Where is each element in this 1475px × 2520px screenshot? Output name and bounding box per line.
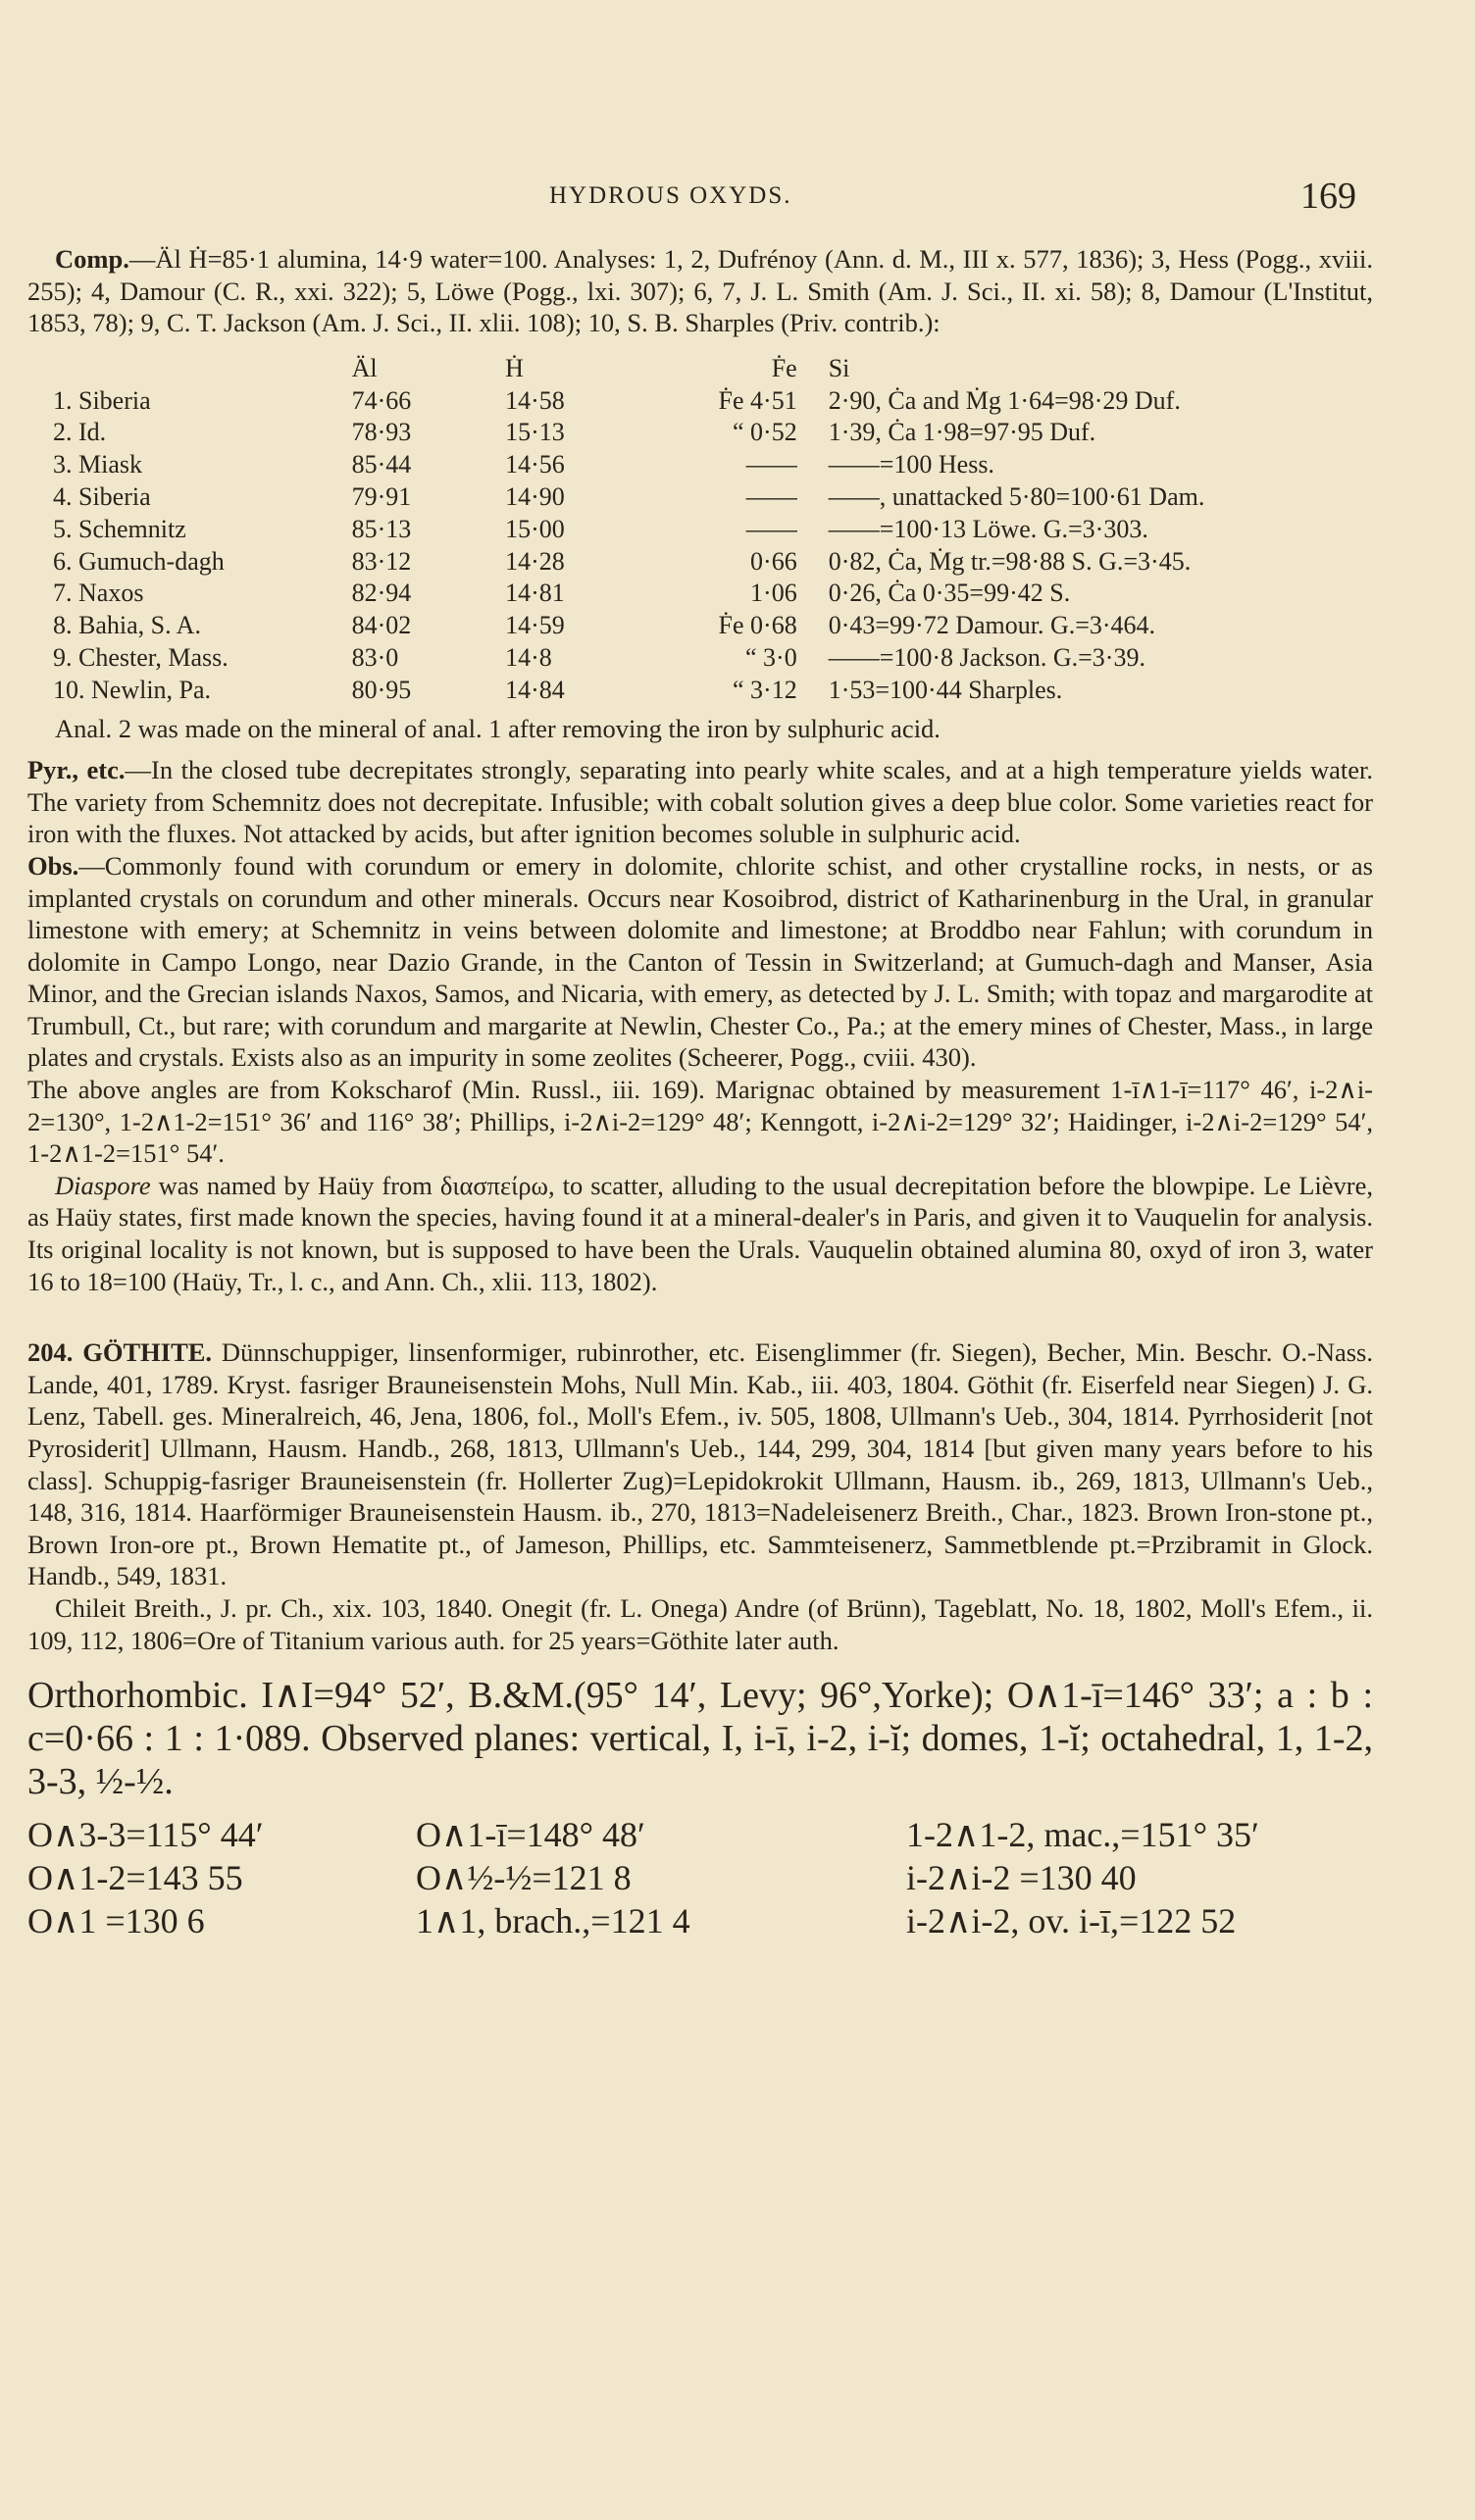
angles-table: [27, 1813, 1367, 1942]
table-cell: 78·93: [351, 418, 412, 447]
gothite-section: [27, 1336, 1373, 1942]
table-cell: 15·13: [505, 418, 565, 447]
table-cell: 79·91: [351, 481, 412, 511]
diaspore-text: was named by Haüy from διασπείρω, to scatter, alluding to the usual decrepitation before the blowpipe. Le Lièvre, as Haüy states, first made known the species, having found it at a mineral-dealer's in Paris, and given it to Vauquelin for analysis. Its original locality is not known, but is supposed to have been the Urals. Vauquelin obtained alumina 80, oxyd of iron 3, water 16 to 18=100 (Haüy, Tr., l. c., and Ann. Ch., xlii. 113, 1802).: [27, 1170, 1373, 1296]
table-cell: “ 3·0: [745, 642, 797, 672]
angle-cell: O∧3-3=115° 44′: [27, 1815, 264, 1855]
comp-text: —Äl Ḣ=85·1 alumina, 14·9 water=100. Analyses: 1, 2, Dufrénoy (Ann. d. M., III x. 577, 1836); 3, Hess (Pogg., xviii. 255); 4, Damour (C. R., xxi. 322); 5, Löwe (Pogg., lxi. 307); 6, 7, J. L. Smith (Am. J. Sci., II. xi. 58); 8, Damour (L'Institut, 1853, 78); 9, C. T. Jackson (Am. J. Sci., II. xlii. 108); 10, S. B. Sharples (Priv. contrib.):: [27, 244, 1373, 338]
obs-label: Obs.: [27, 850, 79, 881]
analyses-table: [47, 353, 1373, 707]
page-body: [27, 243, 1373, 1942]
table-cell: 2. Id.: [53, 418, 107, 447]
table-cell: 74·66: [351, 385, 412, 415]
table-cell: 14·28: [505, 546, 565, 576]
table-row: [47, 417, 1373, 449]
table-cell: 0·26, Ċa 0·35=99·42 S.: [828, 579, 1071, 608]
table-cell: 9. Chester, Mass.: [53, 642, 229, 672]
angle-row: [27, 1813, 1367, 1856]
table-cell: Ḟe 0·68: [718, 611, 797, 640]
table-cell: 14·84: [505, 675, 565, 704]
pyr-paragraph: [27, 754, 1373, 850]
chileit-paragraph: Chileit Breith., J. pr. Ch., xix. 103, 1840. Onegit (fr. L. Onega) Andre (of Brünn), Tageblatt, No. 18, 1802, Moll's Efem., ii. 109, 112, 1806=Ore of Titanium various auth. for 25 years=Göthite later auth.: [27, 1592, 1373, 1655]
table-row: [47, 578, 1373, 610]
table-cell: ——=100 Hess.: [828, 450, 994, 479]
table-row: [47, 675, 1373, 707]
angle-cell: i-2∧i-2, ov. i-ī,=122 52: [906, 1901, 1237, 1941]
table-cell: 4. Siberia: [53, 481, 151, 511]
table-cell: 1·06: [750, 579, 797, 608]
table-cell: 84·02: [351, 611, 412, 640]
page-number: 169: [1300, 176, 1356, 217]
crystallography-paragraph: Orthorhombic. I∧I=94° 52′, B.&M.(95° 14′, Levy; 96°,Yorke); O∧1-ī=146° 33′; a : b : c=0·66 : 1 : 1·089. Observed planes: vertical, I, i-ī, i-2, i-ĭ; domes, 1-ĭ; octahedral, 1, 1-2, 3-3, ½-½.: [27, 1675, 1373, 1803]
table-cell: 0·43=99·72 Damour. G.=3·464.: [828, 611, 1156, 640]
table-cell: 14·56: [505, 450, 565, 479]
table-row: [47, 610, 1373, 642]
header-cell: Ḟe: [771, 353, 797, 382]
diaspore-name: Diaspore: [55, 1170, 151, 1200]
table-row: [47, 385, 1373, 418]
table-cell: “ 3·12: [733, 675, 797, 704]
angle-cell: i-2∧i-2 =130 40: [906, 1858, 1137, 1898]
table-cell: 14·59: [505, 611, 565, 640]
table-cell: 82·94: [351, 579, 412, 608]
gothite-synonymy: Dünnschuppiger, linsenformiger, rubinrother, etc. Eisenglimmer (fr. Siegen), Becher, Min. Beschr. O.-Nass. Lande, 401, 1789. Kryst. fasriger Brauneisenstein Mohs, Null Min. Kab., iii. 403, 1804. Göthit (fr. Eiserfeld near Siegen) J. G. Lenz, Tabell. ges. Mineralreich, 46, Jena, 1806, fol., Moll's Efem., iv. 505, 1808, Ullmann's Ueb., 304, 1814. Pyrrhosiderit [not Pyrosiderit] Ullmann, Hausm. Handb., 268, 1813, Ullmann's Ueb., 144, 299, 304, 1814 [but given many years before to his class]. Schuppig-fasriger Brauneisenstein (fr. Hollerter Zug)=Lepidokrokit Ullmann, Hausm. ib., 269, 1813, Ullmann's Ueb., 148, 316, 1814. Haarförmiger Brauneisenstein Hausm. ib., 270, 1813=Nadeleisenerz Breith., Char., 1823. Brown Iron-stone pt., Brown Iron-ore pt., Brown Hematite pt., of Jameson, Phillips, etc. Sammteisenerz, Sammetblende pt.=Przibramit in Glock. Handb., 549, 1831.: [27, 1337, 1373, 1591]
table-cell: 1. Siberia: [53, 385, 151, 415]
table-cell: 3. Miask: [53, 450, 142, 479]
angle-cell: O∧1-ī=148° 48′: [416, 1815, 645, 1855]
angle-row: [27, 1899, 1367, 1942]
table-row: [47, 642, 1373, 675]
table-cell: Ḟe 4·51: [718, 385, 797, 415]
table-row: [47, 514, 1373, 546]
angle-row: [27, 1856, 1367, 1899]
table-cell: 2·90, Ċa and Ṁg 1·64=98·29 Duf.: [828, 385, 1181, 415]
angle-cell: O∧1 =130 6: [27, 1901, 205, 1941]
table-row: [47, 546, 1373, 579]
header-cell: Äl: [351, 353, 378, 382]
analyses-header-row: [47, 353, 1373, 385]
comp-paragraph: [27, 243, 1373, 339]
angles-paragraph: The above angles are from Kokscharof (Min. Russl., iii. 169). Marignac obtained by measurement 1-ī∧1-ī=117° 46′, i-2∧i-2=130°, 1-2∧1-2=151° 36′ and 116° 38′; Phillips, i-2∧i-2=129° 48′; Kenngott, i-2∧i-2=129° 32′; Haidinger, i-2∧i-2=129° 54′, 1-2∧1-2=151° 54′.: [27, 1075, 1373, 1169]
table-cell: “ 0·52: [733, 418, 797, 447]
header-cell: [47, 353, 346, 385]
running-head: HYDROUS OXYDS.: [549, 182, 792, 209]
page-header: [0, 176, 1475, 222]
table-cell: ——: [745, 481, 797, 511]
table-row: [47, 449, 1373, 481]
table-cell: 80·95: [351, 675, 412, 704]
header-cell: Si: [828, 353, 850, 382]
table-cell: 0·66: [750, 546, 797, 576]
pyr-label: Pyr., etc.: [27, 755, 126, 785]
angle-cell: O∧½-½=121 8: [416, 1858, 632, 1898]
table-cell: 14·90: [505, 481, 565, 511]
table-cell: ——: [745, 514, 797, 543]
gothite-number: 204.: [27, 1337, 74, 1368]
obs-paragraph: [27, 850, 1373, 1074]
angle-cell: 1-2∧1-2, mac.,=151° 35′: [906, 1815, 1259, 1855]
gothite-name: GÖTHITE.: [82, 1337, 213, 1368]
table-cell: 7. Naxos: [53, 579, 144, 608]
table-cell: 14·81: [505, 579, 565, 608]
table-cell: ——, unattacked 5·80=100·61 Dam.: [828, 481, 1205, 511]
table-cell: 6. Gumuch-dagh: [53, 546, 225, 576]
table-cell: 85·44: [351, 450, 412, 479]
table-cell: 1·39, Ċa 1·98=97·95 Duf.: [828, 418, 1096, 447]
table-cell: ——: [745, 450, 797, 479]
header-cell: Ḣ: [505, 353, 524, 382]
table-cell: ——=100·8 Jackson. G.=3·39.: [828, 642, 1145, 672]
table-cell: 0·82, Ċa, Ṁg tr.=98·88 S. G.=3·45.: [828, 546, 1192, 576]
table-cell: 14·58: [505, 385, 565, 415]
angle-cell: O∧1-2=143 55: [27, 1858, 243, 1898]
table-cell: 15·00: [505, 514, 565, 543]
analysis-note: Anal. 2 was made on the mineral of anal. 1 after removing the iron by sulphuric acid.: [55, 713, 941, 743]
comp-label: Comp.: [55, 244, 129, 274]
table-cell: 85·13: [351, 514, 412, 543]
table-row: [47, 481, 1373, 514]
table-cell: 83·0: [351, 642, 399, 672]
table-cell: 8. Bahia, S. A.: [53, 611, 201, 640]
table-cell: 14·8: [505, 642, 552, 672]
diaspore-paragraph: [27, 1170, 1373, 1297]
pyr-text: —In the closed tube decrepitates strongly, separating into pearly white scales, and at a high temperature yields water. The variety from Schemnitz does not decrepitate. Infusible; with cobalt solution gives a deep blue color. Some varieties react for iron with the fluxes. Not attacked by acids, but after ignition becomes soluble in sulphuric acid.: [27, 755, 1373, 849]
gothite-entry: [27, 1336, 1373, 1592]
table-cell: 1·53=100·44 Sharples.: [828, 675, 1063, 704]
table-cell: 10. Newlin, Pa.: [53, 675, 212, 704]
table-cell: 83·12: [351, 546, 412, 576]
obs-text: —Commonly found with corundum or emery in dolomite, chlorite schist, and other crystalline rocks, in nests, or as implanted crystals on corundum and other minerals. Occurs near Kosoibrod, district of Katharinenburg in the Ural, in granular limestone with emery; at Schemnitz in veins between dolomite and limestone; at Broddbo near Fahlun; with corundum in dolomite in Campo Longo, near Dazio Grande, in the Canton of Tessin in Switzerland; at Gumuch-dagh and Manser, Asia Minor, and the Grecian islands Naxos, Samos, and Nicaria, with emery, as detected by J. L. Smith; with topaz and margarodite at Trumbull, Ct., but rare; with corundum and margarite at Newlin, Chester Co., Pa.; at the emery mines of Chester, Mass., in large plates and crystals. Exists also as an impurity in some zeolites (Scheerer, Pogg., cviii. 430).: [27, 850, 1373, 1073]
angle-cell: 1∧1, brach.,=121 4: [416, 1901, 690, 1941]
table-cell: 5. Schemnitz: [53, 514, 186, 543]
table-cell: ——=100·13 Löwe. G.=3·303.: [828, 514, 1148, 543]
